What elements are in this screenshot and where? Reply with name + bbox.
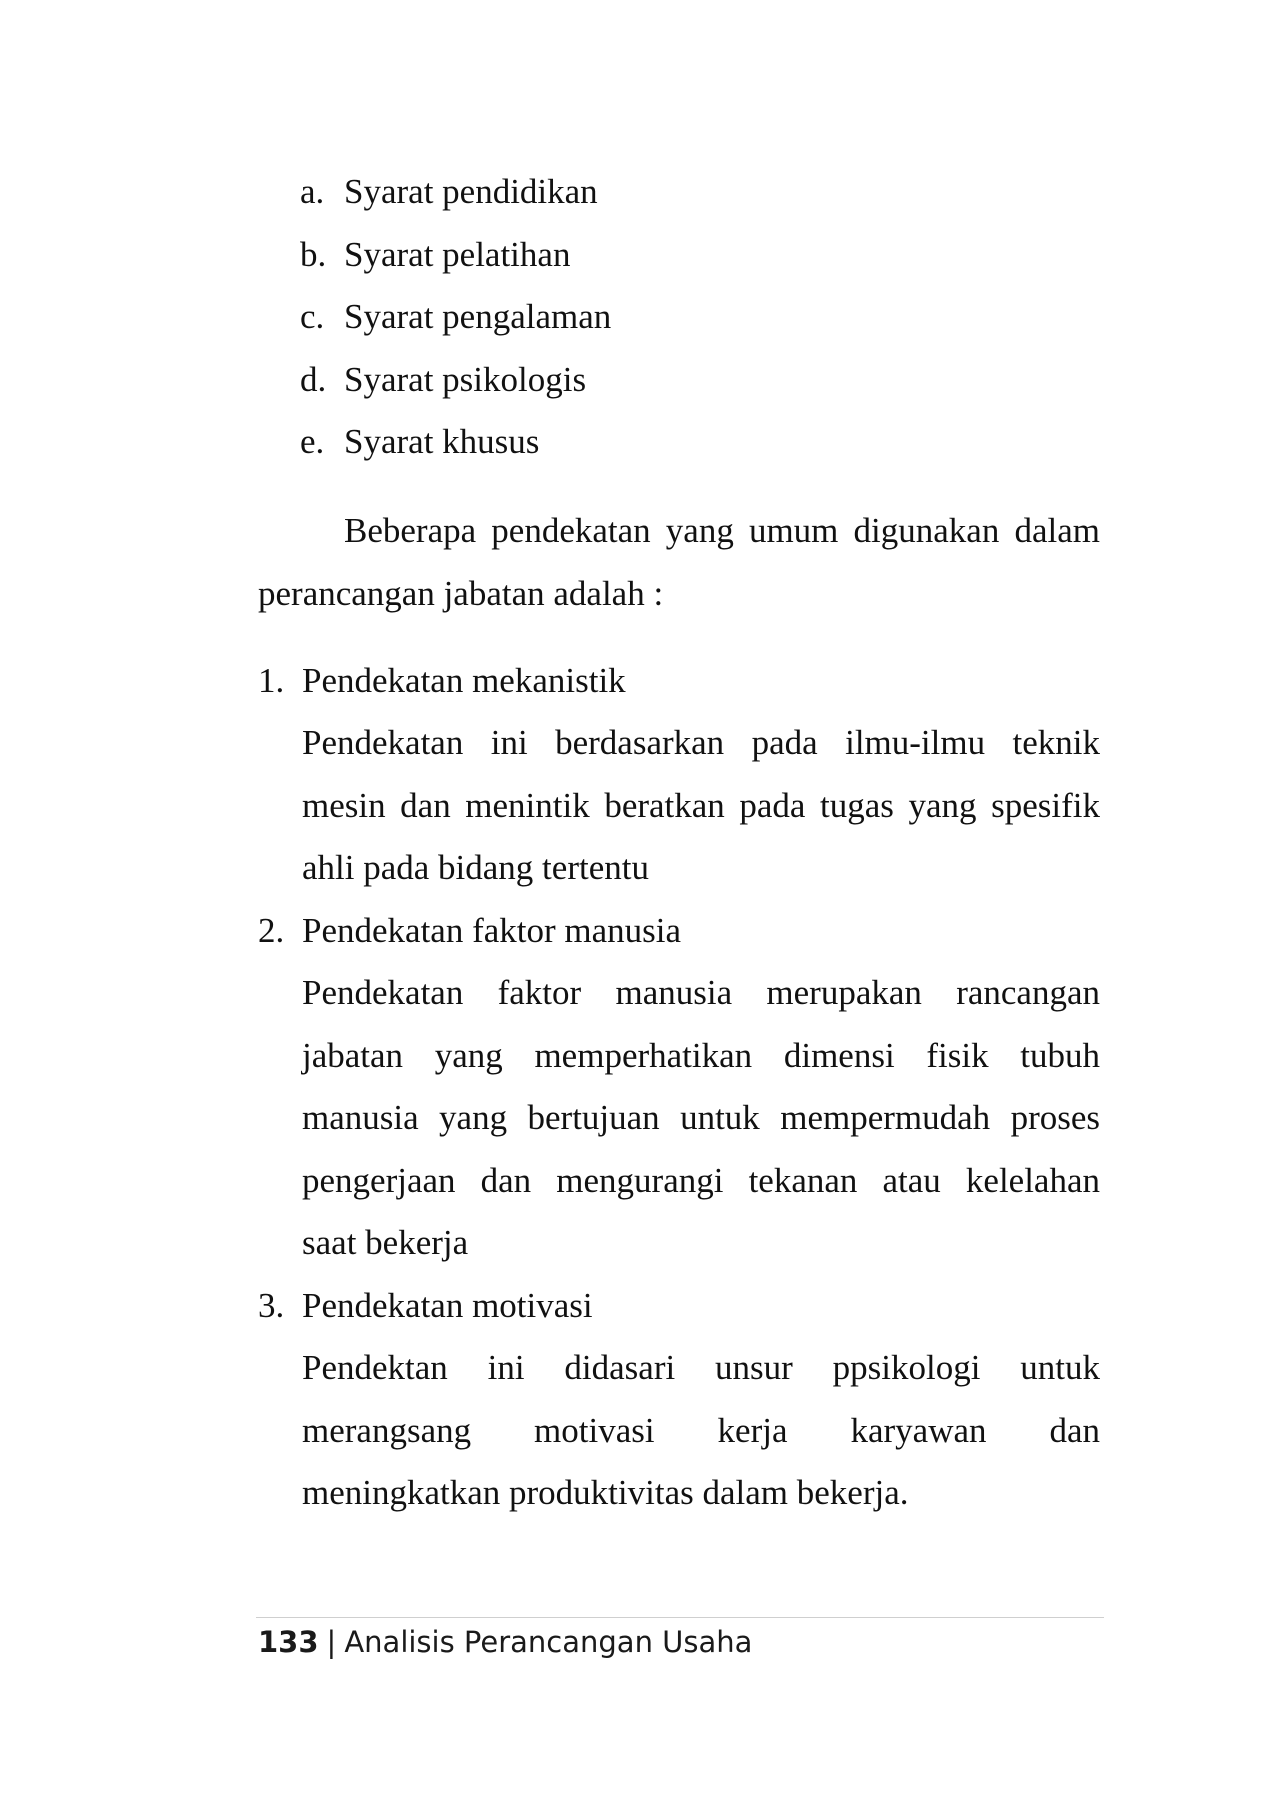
approach-text-line: mesin dan menintik beratkan pada tugas yang spesifik [302,786,1100,825]
approach-text-line: meningkatkan produktivitas dalam bekerja. [302,1473,909,1512]
approach-text-line: ahli pada bidang tertentu [302,848,649,887]
list-marker: e. [300,422,325,461]
approach-text-line: jabatan yang memperhatikan dimensi fisik tubuh [302,1036,1100,1075]
approach-text-line: pengerjaan dan mengurangi tekanan atau kelelahan [302,1161,1100,1200]
footer-separator: | [326,1625,337,1659]
intro-paragraph-line: Beberapa pendekatan yang umum digunakan dalam [344,511,1100,550]
list-item [300,297,611,337]
list-item [300,172,598,212]
list-marker: a. [300,172,325,211]
approach-text-line: Pendekatan ini berdasarkan pada ilmu-ilmu teknik [302,723,1100,762]
approach-title: Pendekatan faktor manusia [302,911,682,950]
approach-marker: 2. [258,911,285,950]
approach-marker: 1. [258,661,285,700]
list-item [300,235,570,275]
approach-text-line: saat bekerja [302,1223,469,1262]
page-footer [258,1622,752,1662]
list-item-text: Syarat khusus [344,422,540,461]
approach-text-line: manusia yang bertujuan untuk mempermudah proses [302,1098,1100,1137]
list-marker: d. [300,360,327,399]
list-item-text: Syarat pengalaman [344,297,612,336]
list-item-text: Syarat pelatihan [344,235,571,274]
list-marker: b. [300,235,327,274]
approach-title: Pendekatan motivasi [302,1286,593,1325]
list-item [300,360,586,400]
approach-title: Pendekatan mekanistik [302,661,626,700]
list-item-text: Syarat pendidikan [344,172,598,211]
approach-marker: 3. [258,1286,285,1325]
footer-rule [256,1617,1104,1618]
list-item [300,422,539,462]
list-item-text: Syarat psikologis [344,360,587,399]
intro-paragraph-line: perancangan jabatan adalah : [258,574,664,613]
book-title: Analisis Perancangan Usaha [344,1625,753,1659]
approach-text-line: Pendektan ini didasari unsur ppsikologi untuk [302,1348,1100,1387]
approach-text-line: Pendekatan faktor manusia merupakan rancangan [302,973,1100,1012]
list-marker: c. [300,297,325,336]
page-number: 133 [258,1625,319,1659]
approach-text-line: merangsang motivasi kerja karyawan dan [302,1411,1100,1450]
